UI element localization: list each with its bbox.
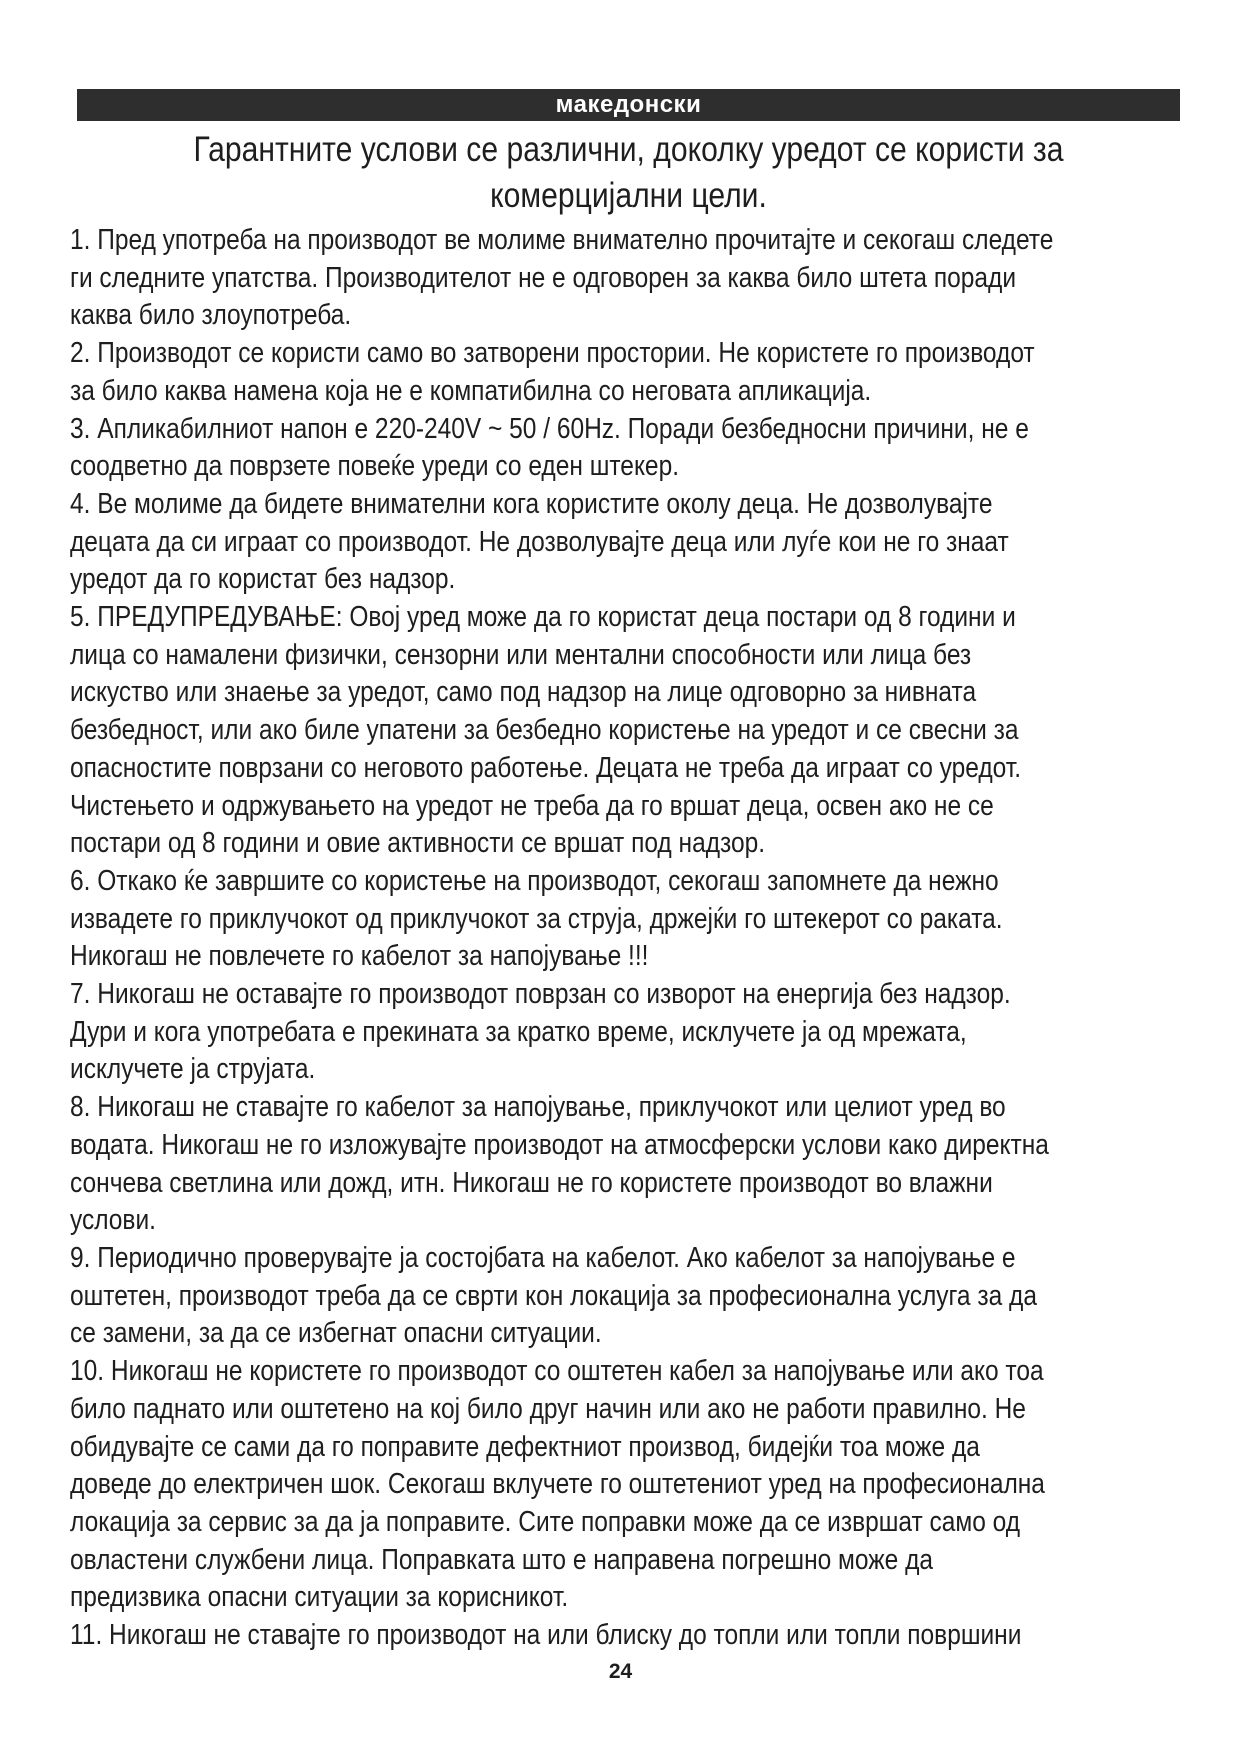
text-line: ги следните упатства. Производителот не е одговорен за каква било штета поради xyxy=(70,261,1017,294)
text-line: сончева светлина или дожд, итн. Никогаш не го користете производот во влажни xyxy=(70,1166,993,1199)
language-header-bar: македонски xyxy=(77,89,1180,121)
text-line: 8. Никогаш не ставајте го кабелот за напојување, приклучокот или целиот уред во xyxy=(70,1091,1006,1124)
text-line: обидувајте се сами да го поправите дефектниот производ, бидејќи тоа може да xyxy=(70,1430,980,1463)
text-line: 11. Никогаш не ставајте го производот на или блиску до топли или топли површини xyxy=(70,1619,1022,1652)
page-number: 24 xyxy=(608,1660,633,1683)
text-line: 7. Никогаш не оставајте го производот поврзан со изворот на енергија без надзор. xyxy=(70,978,1011,1011)
text-line: 9. Периодично проверувајте ја состојбата на кабелот. Ако кабелот за напојување е xyxy=(70,1241,1016,1274)
text-line: лица со намалени физички, сензорни или ментални способности или лица без xyxy=(70,638,972,671)
instructions-body xyxy=(70,222,1054,1655)
text-line: искуство или знаење за уредот, само под надзор на лице одговорно за нивната xyxy=(70,676,977,709)
text-line: било паднато или оштетено на кој било друг начин или ако не работи правилно. Не xyxy=(70,1392,1026,1425)
text-line: каква било злоупотреба. xyxy=(70,299,352,332)
text-line: доведе до електричен шок. Секогаш вклучете го оштетениот уред на професионална xyxy=(70,1468,1045,1501)
text-line: 3. Апликабилниот напон е 220-240V ~ 50 / 60Hz. Поради безбедносни причини, не е xyxy=(70,412,1029,445)
text-line: предизвика опасни ситуации за корисникот. xyxy=(70,1581,569,1614)
text-line: Никогаш не повлечете го кабелот за напојување !!! xyxy=(70,940,649,973)
text-line: локација за сервис за да ја поправите. Сите поправки може да се извршат само од xyxy=(70,1505,1021,1538)
text-line: децата да си играат со производот. Не дозволувајте деца или луѓе кои не го знаат xyxy=(70,525,1009,558)
text-line: 4. Ве молиме да бидете внимателни кога користите околу деца. Не дозволувајте xyxy=(70,487,993,520)
text-line: водата. Никогаш не го изложувајте производот на атмосферски услови како директна xyxy=(70,1128,1049,1161)
text-line: оштетен, производот треба да се сврти кон локација за професионална услуга за да xyxy=(70,1279,1037,1312)
text-line: уредот да го користат без надзор. xyxy=(70,563,456,596)
heading-line: Гарантните услови се различни, доколку уредот се користи за xyxy=(193,130,1064,169)
text-line: опасностите поврзани со неговото работење. Децата не треба да играат со уредот. xyxy=(70,751,1022,784)
text-line: Чистењето и одржувањето на уредот не треба да го вршат деца, освен ако не се xyxy=(70,789,994,822)
heading-line: комерцијални цели. xyxy=(490,176,767,215)
text-line: исклучете ја струјата. xyxy=(70,1053,316,1086)
text-line: за било каква намена која не е компатибилна со неговата апликација. xyxy=(70,374,872,407)
text-line: 10. Никогаш не користете го производот со оштетен кабел за напојување или ако тоа xyxy=(70,1355,1044,1388)
page-heading xyxy=(154,127,1103,219)
text-line: овластени службени лица. Поправката што е направена погрешно може да xyxy=(70,1543,934,1576)
text-line: соодветно да поврзете повеќе уреди со еден штекер. xyxy=(70,450,680,483)
text-line: 5. ПРЕДУПРЕДУВАЊЕ: Овој уред може да го користат деца постари од 8 години и xyxy=(70,601,1016,634)
text-line: постари од 8 години и овие активности се вршат под надзор. xyxy=(70,827,766,860)
text-line: 6. Откако ќе завршите со користење на производот, секогаш запомнете да нежно xyxy=(70,864,999,897)
text-line: извадете го приклучокот од приклучокот за струја, држејќи го штекерот со раката. xyxy=(70,902,1003,935)
text-line: 2. Производот се користи само во затворени простории. Не користете го производот xyxy=(70,337,1035,370)
text-line: 1. Пред употреба на производот ве молиме внимателно прочитајте и секогаш следете xyxy=(70,224,1054,256)
text-line: Дури и кога употребата е прекината за кратко време, исклучете ја од мрежата, xyxy=(70,1015,967,1048)
text-line: услови. xyxy=(70,1204,156,1237)
text-line: безбедност, или ако биле упатени за безбедно користење на уредот и се свесни за xyxy=(70,714,1019,747)
text-line: се замени, за да се избегнат опасни ситуации. xyxy=(70,1317,602,1350)
